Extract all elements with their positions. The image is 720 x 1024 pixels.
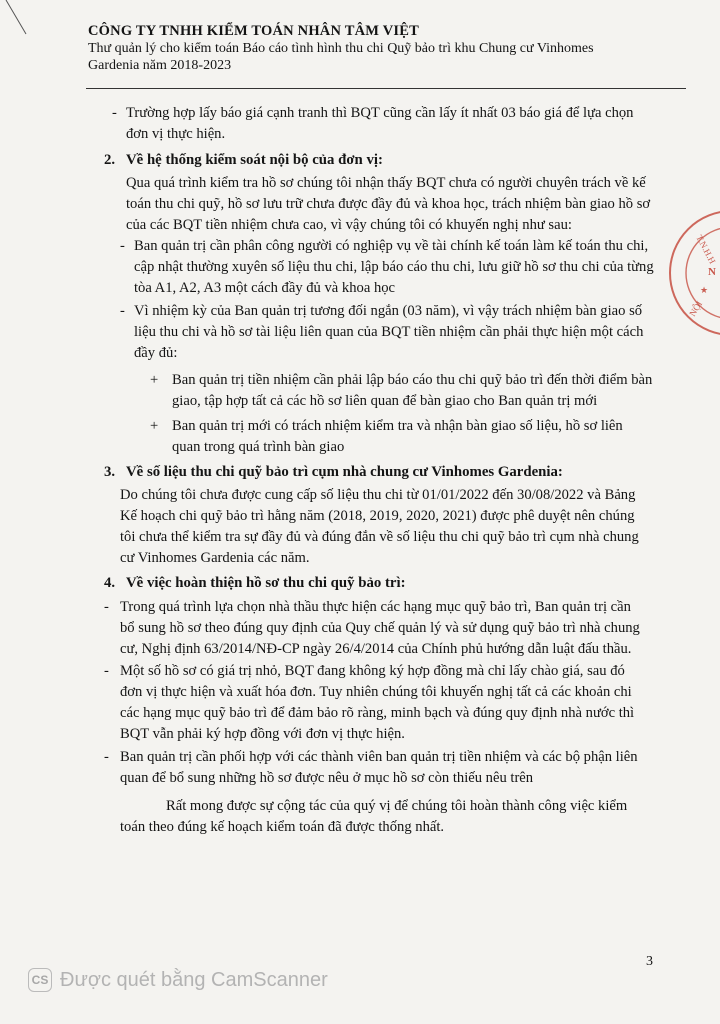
section4-bullet3-line1: Ban quản trị cần phối hợp với các thành viên ban quản trị tiền nhiệm và các bộ phận liên bbox=[120, 749, 638, 765]
closing-line1: Rất mong được sự cộng tác của quý vị để chúng tôi hoàn thành công việc kiểm bbox=[166, 798, 628, 814]
section4-bullet1-line1: Trong quá trình lựa chọn nhà thầu thực hiện các hạng mục quỹ bảo trì, Ban quản trị cần bbox=[120, 599, 631, 615]
section2-bullet1-line1: Ban quản trị cần phân công người có nghiệp vụ về tài chính kế toán làm kế toán thu chi, bbox=[134, 238, 649, 254]
section2-para-line2: toán thu chi quỹ, hồ sơ lưu trữ chưa được đầy đủ và khoa học, trách nhiệm bàn giao hồ sơ bbox=[126, 196, 651, 212]
section2-heading bbox=[104, 150, 383, 171]
section4-bullet1-line2: bổ sung hồ sơ theo đúng quy định của Quy chế quản lý và sử dụng quỹ bảo trì nhà chung bbox=[120, 620, 640, 636]
header-subtitle-line2: Gardenia năm 2018-2023 bbox=[88, 58, 232, 73]
document-header bbox=[88, 22, 688, 74]
camscanner-logo-icon: CS bbox=[28, 968, 52, 992]
section3-para-line4: cư Vinhomes Gardenia các năm. bbox=[120, 550, 310, 566]
section2-bullet2-line2: liệu thu chi và hồ sơ tài liệu liên quan của BQT tiền nhiệm cần phải thực hiện một cách bbox=[134, 324, 644, 340]
bullet-dash: - bbox=[104, 599, 109, 615]
section3-heading bbox=[104, 462, 563, 483]
bullet-dash: - bbox=[120, 238, 125, 254]
plus-mark: + bbox=[150, 372, 159, 388]
section3-number: 3. bbox=[104, 464, 116, 480]
section2-plus1-line2: giao, tập hợp tất cả các hồ sơ liên quan để bàn giao cho Ban quản trị mới bbox=[172, 393, 598, 409]
bullet-dash: - bbox=[104, 749, 109, 765]
bullet-dash: - bbox=[104, 663, 109, 679]
section2-title: Về hệ thống kiểm soát nội bộ của đơn vị: bbox=[126, 152, 383, 168]
section2-para-line1: Qua quá trình kiểm tra hồ sơ chúng tôi nhận thấy BQT chưa có người chuyên trách về kế bbox=[126, 175, 646, 191]
section2-plus1-line1: Ban quản trị tiền nhiệm cần phải lập báo cáo thu chi quỹ bảo trì đến thời điểm bàn bbox=[172, 372, 653, 388]
intro-bullet-line2: đơn vị thực hiện. bbox=[126, 126, 226, 142]
stamp-text-tnhh: T.N.H.H bbox=[694, 233, 718, 266]
section4-number: 4. bbox=[104, 575, 116, 591]
company-stamp bbox=[660, 185, 720, 365]
section2-bullet1-line2: cập nhật thường xuyên số liệu thu chi, lập báo cáo thu chi, lưu giữ hồ sơ thu chi của từng bbox=[134, 259, 654, 275]
section2-number: 2. bbox=[104, 152, 116, 168]
section3-title: Về số liệu thu chi quỹ bảo trì cụm nhà chung cư Vinhomes Gardenia: bbox=[126, 464, 563, 480]
stamp-text-noi: NỘI bbox=[687, 299, 705, 319]
plus-mark: + bbox=[150, 418, 159, 434]
stamp-text-n: N bbox=[708, 266, 716, 278]
section4-bullet2-line4: BQT vẫn phải ký hợp đồng với đơn vị thực hiện. bbox=[120, 726, 405, 742]
header-subtitle-line1: Thư quản lý cho kiểm toán Báo cáo tình hình thu chi Quỹ bảo trì khu Chung cư Vinhomes bbox=[88, 41, 594, 56]
section2-para-line3: của các BQT tiền nhiệm chưa cao, vì vậy chúng tôi có khuyến nghị như sau: bbox=[126, 217, 572, 233]
header-divider bbox=[86, 88, 686, 89]
bullet-dash: - bbox=[112, 105, 117, 121]
section3-para-line2: Kế hoạch chi quỹ bảo trì hằng năm (2018, 2019, 2020, 2021) được phê duyệt nên chúng bbox=[120, 508, 635, 524]
section3-para-line1: Do chúng tôi chưa được cung cấp số liệu thu chi từ 01/01/2022 đến 30/08/2022 và Bảng bbox=[120, 487, 636, 503]
section4-title: Về việc hoàn thiện hồ sơ thu chi quỹ bảo trì: bbox=[126, 575, 406, 591]
section2-bullet2-line3: đầy đủ: bbox=[134, 345, 178, 361]
section3-para-line3: tôi chưa thể kiểm tra sự đầy đủ và đúng đắn về số liệu thu chi quỹ bảo trì cụm nhà chung bbox=[120, 529, 639, 545]
company-name: CÔNG TY TNHH KIỂM TOÁN NHÂN TÂM VIỆT bbox=[88, 23, 419, 39]
section4-heading bbox=[104, 573, 406, 594]
section4-bullet1-line3: cư, Nghị định 63/2014/NĐ-CP ngày 26/4/2014 của Chính phủ hướng dẫn luật đấu thầu. bbox=[120, 641, 632, 657]
section2-plus2-line2: quan trong quá trình bàn giao bbox=[172, 439, 345, 455]
page-number: 3 bbox=[646, 954, 653, 969]
intro-bullet-line1: Trường hợp lấy báo giá cạnh tranh thì BQT cũng cần lấy ít nhất 03 báo giá để lựa chọn bbox=[126, 105, 634, 121]
stamp-star-icon: ★ bbox=[700, 286, 709, 296]
section4-bullet3-line2: quan để bổ sung những hồ sơ được nêu ở mục hồ sơ còn thiếu nêu trên bbox=[120, 770, 534, 786]
bullet-dash: - bbox=[120, 303, 125, 319]
section4-bullet2-line2: đơn vị thực hiện và xuất hóa đơn. Tuy nhiên chúng tôi khuyến nghị tất cả các khoản chi bbox=[120, 684, 632, 700]
scanner-watermark bbox=[28, 968, 328, 992]
section2-plus2-line1: Ban quản trị mới có trách nhiệm kiểm tra và nhận bàn giao số liệu, hồ sơ liên bbox=[172, 418, 623, 434]
section4-bullet2-line3: các hạng mục quỹ bảo trì để đảm bảo rõ ràng, minh bạch và đúng quy định nhà nước thì bbox=[120, 705, 635, 721]
section4-bullet2-line1: Một số hồ sơ có giá trị nhỏ, BQT đang không ký hợp đồng mà chỉ lấy chào giá, sau đó bbox=[120, 663, 625, 679]
camscanner-text: Được quét bằng CamScanner bbox=[60, 968, 328, 991]
closing-line2: toán theo đúng kế hoạch kiểm toán đã được thống nhất. bbox=[120, 819, 445, 835]
section2-bullet1-line3: tòa A1, A2, A3 một cách đầy đủ và khoa học bbox=[134, 280, 396, 296]
corner-fold-line bbox=[0, 0, 40, 40]
section2-bullet2-line1: Vì nhiệm kỳ của Ban quản trị tương đối ngắn (03 năm), vì vậy trách nhiệm bàn giao số bbox=[134, 303, 643, 319]
